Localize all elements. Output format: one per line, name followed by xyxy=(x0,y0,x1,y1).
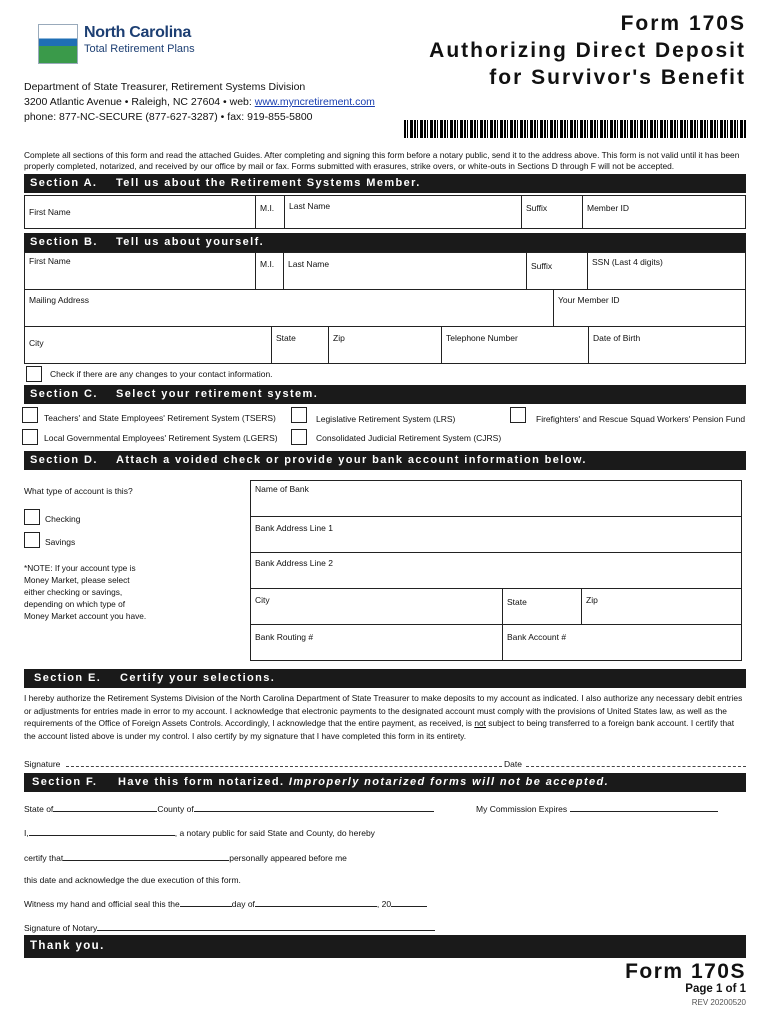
bank-state-label: State xyxy=(507,597,527,607)
section-f-label: Section F. xyxy=(32,776,98,788)
bank-account-field[interactable] xyxy=(502,624,742,661)
form-title-line-2: for Survivor's Benefit xyxy=(489,66,746,89)
member-first-name-field[interactable] xyxy=(24,195,256,229)
certification-text-a: I hereby authorize the Retirement Systems Division of the North Carolina Department of State Treasurer to make deposits to my account as indicated. I also authorize any necessary debit entries or adjustments for entries made in error to my account. I acknowledge that electronic payments to the designated account must comply with the provisions of United States law, as well as the requirements of the Office of Foreign Assets Controls. Accordingly, I acknowledge that the entire payment, as received, is xyxy=(24,693,743,728)
mi-label: M.I. xyxy=(260,259,275,269)
member-first-name-label: First Name xyxy=(29,207,71,217)
form-number: Form 170S xyxy=(620,12,746,35)
your-member-id-field[interactable] xyxy=(553,289,746,327)
bank-zip-field[interactable] xyxy=(581,588,742,625)
bank-account-label: Bank Account # xyxy=(507,632,567,642)
last-name-label: Last Name xyxy=(288,259,330,269)
section-f-title-a: Have this form notarized. xyxy=(118,776,289,788)
bank-routing-field[interactable] xyxy=(250,624,503,661)
lgers-checkbox[interactable] xyxy=(22,429,38,445)
section-b-header xyxy=(24,233,746,252)
savings-label: Savings xyxy=(45,537,76,547)
page-number: Page 1 of 1 xyxy=(685,983,746,995)
notary-sig-line[interactable] xyxy=(97,922,435,931)
section-e-title: Certify your selections. xyxy=(120,672,276,684)
certification-text xyxy=(24,692,746,742)
bank-city-label: City xyxy=(255,595,270,605)
tsers-label: Teachers' and State Employees' Retirement System (TSERS) xyxy=(44,413,276,423)
thank-you-bar xyxy=(24,935,746,958)
note-line-3: either checking or savings, xyxy=(24,587,123,597)
telephone-field[interactable] xyxy=(441,326,589,364)
ssn-field[interactable] xyxy=(588,252,746,290)
certify-row xyxy=(24,852,347,863)
member-suffix-field[interactable] xyxy=(521,195,583,229)
notary-text: , a notary public for said State and County, do hereby xyxy=(174,828,375,838)
notary-name-line[interactable] xyxy=(29,827,175,836)
city-field[interactable] xyxy=(24,326,272,364)
bank-name-field[interactable] xyxy=(250,480,742,517)
witness-row xyxy=(24,898,427,909)
savings-checkbox[interactable] xyxy=(24,532,40,548)
mailing-address-label: Mailing Address xyxy=(29,295,90,305)
witness-month-line[interactable] xyxy=(255,898,377,907)
county-of-label: County of xyxy=(157,804,194,814)
section-d-title: Attach a voided check or provide your bank account information below. xyxy=(116,454,587,466)
county-of-line[interactable] xyxy=(194,803,434,812)
account-type-question: What type of account is this? xyxy=(24,486,133,496)
state-of-line[interactable] xyxy=(53,803,157,812)
dept-line-1: Department of State Treasurer, Retirement Systems Division xyxy=(24,81,306,93)
lrs-label: Legislative Retirement System (LRS) xyxy=(316,414,456,424)
witness-day-line[interactable] xyxy=(180,898,232,907)
first-name-label: First Name xyxy=(29,256,71,266)
barcode xyxy=(404,120,746,138)
certification-text-b: subject to being transferred to a foreign bank account. I certify that the account listed above is under my control. I also certify by my signature that I have completed this form in its entirety. xyxy=(24,718,735,741)
footer-form-number: Form 170S xyxy=(625,960,746,983)
ffrs-label: Firefighters' and Rescue Squad Workers' Pension Fund xyxy=(536,414,746,424)
money-market-note xyxy=(24,562,146,622)
telephone-label: Telephone Number xyxy=(446,333,518,343)
section-a-title: Tell us about the Retirement Systems Member. xyxy=(116,177,421,189)
dept-line-2 xyxy=(24,95,375,110)
state-field[interactable] xyxy=(271,326,329,364)
note-line-2: Money Market, please select xyxy=(24,575,130,585)
certification-not: not xyxy=(474,718,486,728)
bank-routing-label: Bank Routing # xyxy=(255,632,314,642)
member-id-field[interactable] xyxy=(583,195,746,229)
zip-field[interactable] xyxy=(328,326,442,364)
member-mi-field[interactable] xyxy=(255,195,285,229)
section-b-label: Section B. xyxy=(30,236,98,248)
lgers-label: Local Governmental Employees' Retirement System (LGERS) xyxy=(44,433,278,443)
state-label: State xyxy=(276,333,296,343)
commission-row xyxy=(476,803,718,814)
notary-row xyxy=(24,827,375,838)
nc-logo-icon xyxy=(38,24,78,64)
bank-address-1-label: Bank Address Line 1 xyxy=(255,523,333,533)
section-f-header xyxy=(24,773,746,792)
cjrs-checkbox[interactable] xyxy=(291,429,307,445)
ncrs-logo xyxy=(38,22,238,72)
day-of-label: day of xyxy=(231,899,255,909)
section-c-header xyxy=(24,385,746,404)
year-label: , 20 xyxy=(376,899,392,909)
notary-i-label: I, xyxy=(24,828,29,838)
suffix-field[interactable] xyxy=(526,252,588,290)
ffrs-checkbox[interactable] xyxy=(510,407,526,423)
section-a-header xyxy=(24,174,746,193)
member-last-name-label: Last Name xyxy=(289,201,331,211)
mi-field[interactable] xyxy=(255,252,284,290)
bank-name-label: Name of Bank xyxy=(255,484,309,494)
form-title xyxy=(429,10,746,91)
mailing-address-field[interactable] xyxy=(24,289,554,327)
bank-zip-label: Zip xyxy=(586,595,598,605)
section-c-title: Select your retirement system. xyxy=(116,388,319,400)
intro-instructions: Complete all sections of this form and read the attached Guides. After completing and signing this form before a notary public, send it to the address above. This form is not valid until it has been properly completed, notarized, and received by our office by mail or fax. Forms submitted with erasures, strike overs, or white-outs in Sections D through F will not be accepted. xyxy=(24,150,740,171)
section-a-label: Section A. xyxy=(30,177,98,189)
contact-changes-checkbox[interactable] xyxy=(26,366,42,382)
dept-line-3: phone: 877-NC-SECURE (877-627-3287) • fax: 919-855-5800 xyxy=(24,111,313,123)
section-d-header xyxy=(24,451,746,470)
city-label: City xyxy=(29,338,44,348)
section-d-label: Section D. xyxy=(30,454,98,466)
cjrs-label: Consolidated Judicial Retirement System (CJRS) xyxy=(316,433,502,443)
dept-address: 3200 Atlantic Avenue • Raleigh, NC 27604 • web: xyxy=(24,96,255,108)
zip-label: Zip xyxy=(333,333,345,343)
member-last-name-field[interactable] xyxy=(285,195,522,229)
commission-line[interactable] xyxy=(570,803,718,812)
section-e-header xyxy=(24,669,746,688)
signature-label: Signature xyxy=(24,759,61,769)
dob-field[interactable] xyxy=(588,326,746,364)
logo-org-name: North Carolina xyxy=(84,24,191,41)
certify-that-label: certify that xyxy=(24,853,64,863)
member-suffix-label: Suffix xyxy=(526,203,548,213)
date-label: Date xyxy=(504,759,522,769)
section-e-label: Section E. xyxy=(34,672,102,684)
ssn-label: SSN (Last 4 digits) xyxy=(592,257,663,267)
checking-checkbox[interactable] xyxy=(24,509,40,525)
section-f-title xyxy=(118,776,609,788)
section-b-title: Tell us about yourself. xyxy=(116,236,265,248)
department-info xyxy=(24,80,375,125)
bank-address-2-label: Bank Address Line 2 xyxy=(255,558,333,568)
first-name-field[interactable] xyxy=(24,252,256,290)
note-line-5: Money Market account you have. xyxy=(24,611,147,621)
certify-name-line[interactable] xyxy=(63,852,229,861)
dob-label: Date of Birth xyxy=(593,333,641,343)
member-mi-label: M.I. xyxy=(260,203,275,213)
contact-changes-label: Check if there are any changes to your contact information. xyxy=(50,369,273,379)
bank-address-2-field[interactable] xyxy=(250,552,742,589)
section-f-title-b: Improperly notarized forms will not be accepted. xyxy=(288,776,610,788)
bank-state-field[interactable] xyxy=(502,588,582,625)
commission-label: My Commission Expires xyxy=(476,804,568,814)
date-line[interactable] xyxy=(526,766,746,767)
state-of-row xyxy=(24,803,434,814)
thank-you-text: Thank you. xyxy=(30,940,105,952)
witness-label: Witness my hand and official seal this the xyxy=(24,899,180,909)
website-link[interactable]: www.myncretirement.com xyxy=(254,96,375,108)
bank-city-field[interactable] xyxy=(250,588,503,625)
lrs-checkbox[interactable] xyxy=(291,407,307,423)
state-of-label: State of xyxy=(24,804,54,814)
notary-sig-row xyxy=(24,922,435,933)
notary-sig-label: Signature of Notary xyxy=(24,923,98,933)
checking-label: Checking xyxy=(45,514,81,524)
form-title-line-1: Authorizing Direct Deposit xyxy=(429,39,746,62)
last-name-field[interactable] xyxy=(284,252,527,290)
section-c-label: Section C. xyxy=(30,388,98,400)
member-id-label: Member ID xyxy=(587,203,630,213)
signature-line[interactable] xyxy=(66,766,502,767)
suffix-label: Suffix xyxy=(531,261,553,271)
note-line-1: *NOTE: If your account type is xyxy=(24,563,136,573)
witness-year-line[interactable] xyxy=(391,898,427,907)
your-member-id-label: Your Member ID xyxy=(558,295,620,305)
bank-address-1-field[interactable] xyxy=(250,516,742,553)
note-line-4: depending on which type of xyxy=(24,599,126,609)
revision-code: REV 20200520 xyxy=(691,998,746,1007)
logo-org-sub: Total Retirement Plans xyxy=(84,43,195,55)
tsers-checkbox[interactable] xyxy=(22,407,38,423)
acknowledge-text: this date and acknowledge the due execution of this form. xyxy=(24,875,241,885)
appeared-label: personally appeared before me xyxy=(229,853,347,863)
